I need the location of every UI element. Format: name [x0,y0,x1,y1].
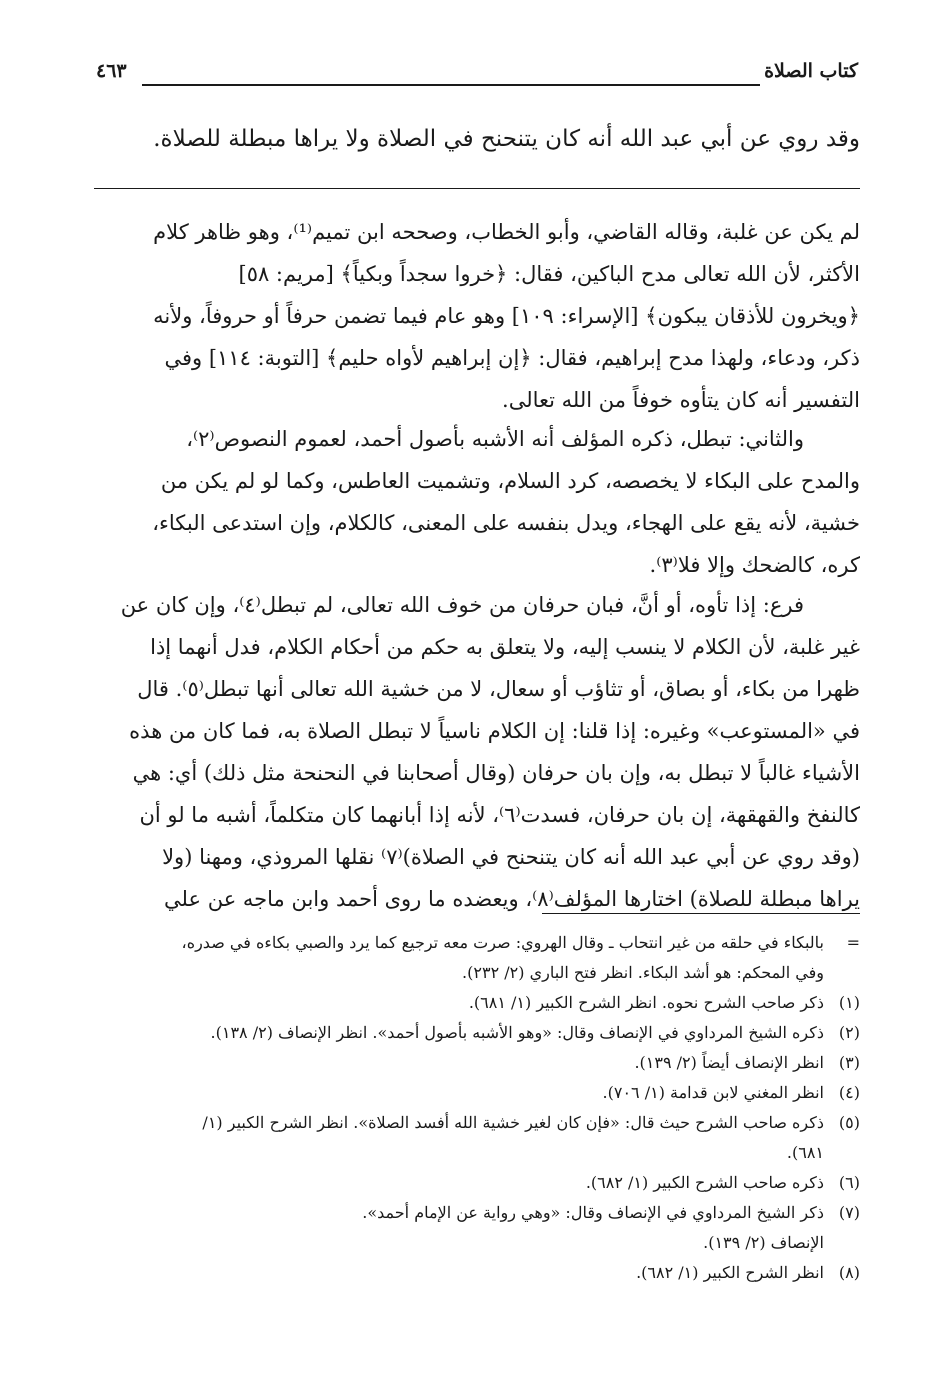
commentary-line: التفسير أنه كان يتأوه خوفاً من الله تعالى. [502,388,860,412]
footnote [94,1168,860,1198]
footnote-text: ذكره صاحب الشرح الكبير (١/ ٦٨٢). [585,1173,824,1192]
footnote [94,1078,860,1108]
footnotes [94,928,860,1288]
commentary-line: والثاني: تبطل، ذكره المؤلف أنه الأشبه بأصول أحمد، لعموم النصوص⁽٢⁾، [186,427,804,451]
commentary-paragraph-2 [94,418,860,586]
commentary-line: الأشياء غالباً لا تبطل به، وإن بان حرفان (وقال أصحابنا في النحنحة مثل ذلك) أي: هي [132,761,860,785]
commentary-line: ذكر، ودعاء، ولهذا مدح إبراهيم، فقال: ﴿إن إبراهيم لأواه حليم﴾ [التوبة: ١١٤] وفي [164,346,860,370]
commentary-paragraph-3 [94,584,860,920]
commentary-line: غير غلبة، لأن الكلام لا ينسب إليه، ولا يتعلق به حكم من أحكام الكلام، فدل أنهما إذا [150,635,860,659]
footnote-mark: (٣) [838,1053,860,1072]
commentary-line: (وقد روي عن أبي عبد الله أنه كان يتنحنح في الصلاة)⁽٧⁾ نقلها المروذي، ومهنا (ولا [162,845,860,869]
footnote-mark: (٦) [838,1173,860,1192]
commentary-line: الأكثر، لأن الله تعالى مدح الباكين، فقال: ﴿خروا سجداً وبكياً﴾ [مريم: ٥٨] [238,262,860,286]
book-title: كتاب الصلاة [758,60,858,82]
commentary-line: يراها مبطلة للصلاة) اختارها المؤلف⁽٨⁾، ويعضده ما روى أحمد وابن ماجه عن علي [164,887,860,911]
page-number: ٤٦٣ [96,60,133,82]
commentary-line: خشية، لأنه يقع على الهجاء، ويدل بنفسه على المعنى، كالكلام، وإن استدعى البكاء، [152,511,860,535]
commentary-line: كره، كالضحك وإلا فلا⁽٣⁾. [649,553,860,577]
commentary-line: ظهرا من بكاء، أو بصاق، أو تثاؤب أو سعال، لا من خشية الله تعالى أنها تبطل⁽٥⁾. قال [137,677,860,701]
footnote-text: ٦٨١). [786,1143,824,1162]
header-rule [142,84,760,86]
footnote [94,988,860,1018]
footnote-text: وفي المحكم: هو أشد البكاء. انظر فتح الباري (٢/ ٢٣٢). [462,963,824,982]
footnote-mark: (٢) [838,1023,860,1042]
footnote [94,1258,860,1288]
footnote-mark: = [846,933,860,952]
footnote-mark: (٨) [838,1263,860,1282]
footnote [94,1018,860,1048]
footnote-mark: (٤) [838,1083,860,1102]
running-header [96,58,858,92]
footnote-text: الإنصاف (٢/ ١٣٩). [703,1233,824,1252]
main-text-line: وقد روي عن أبي عبد الله أنه كان يتنحنح في الصلاة ولا يراها مبطلة للصلاة. [153,126,860,152]
commentary-line: في «المستوعب» وغيره: إذا قلنا: إن الكلام ناسياً لا تبطل الصلاة به، فما كان من هذه [129,719,860,743]
footnote-text: ذكره صاحب الشرح حيث قال: «فإن كان لغير خشية الله أفسد الصلاة». انظر الشرح الكبير (١/ [202,1113,824,1132]
text-separator-rule [94,188,860,189]
commentary-paragraph-1 [94,211,860,421]
footnote-text: ذكر صاحب الشرح نحوه. انظر الشرح الكبير (١/ ٦٨١). [468,993,824,1012]
footnote-text: انظر المغني لابن قدامة (١/ ٧٠٦). [602,1083,824,1102]
footnote-text: بالبكاء في حلقه من غير انتحاب ـ وقال الهروي: صرت معه ترجيع كما يرد والصبي بكاءه في صدره، [181,933,824,952]
footnote-mark: (٧) [838,1203,860,1222]
commentary-line: ﴿ويخرون للأذقان يبكون﴾ [الإسراء: ١٠٩] وهو عام فيما تضمن حرفاً أو حروفاً، ولأنه [153,304,860,328]
footnote [94,1048,860,1078]
footnote [94,1108,860,1168]
footnote-mark: (٥) [838,1113,860,1132]
footnote-text: انظر الإنصاف أيضاً (٢/ ١٣٩). [634,1053,824,1072]
footnote-text: ذكره الشيخ المرداوي في الإنصاف وقال: «وهو الأشبه بأصول أحمد». انظر الإنصاف (٢/ ١٣٨). [210,1023,824,1042]
commentary-line: والمدح على البكاء لا يخصصه، كرد السلام، وتشميت العاطس، وكما لو لم يكن من [160,469,860,493]
commentary-line: لم يكن عن غلبة، وقاله القاضي، وأبو الخطاب، وصححه ابن تميم⁽¹⁾، وهو ظاهر كلام [153,220,860,244]
main-text [94,118,860,160]
footnote-rule [542,913,860,914]
commentary-line: فرع: إذا تأوه، أو أنَّ، فبان حرفان من خوف الله تعالى، لم تبطل⁽٤⁾، وإن كان عن [120,593,804,617]
commentary-line: كالنفخ والقهقهة، إن بان حرفان، فسدت⁽٦⁾، لأنه إذا أبانهما كان متكلماً، أشبه ما لو أن [139,803,860,827]
footnote-text: انظر الشرح الكبير (١/ ٦٨٢). [636,1263,824,1282]
footnote-text: ذكر الشيخ المرداوي في الإنصاف وقال: «وهي رواية عن الإمام أحمد». [362,1203,824,1222]
footnote [94,1198,860,1258]
footnote-mark: (١) [838,993,860,1012]
footnote [94,928,860,988]
